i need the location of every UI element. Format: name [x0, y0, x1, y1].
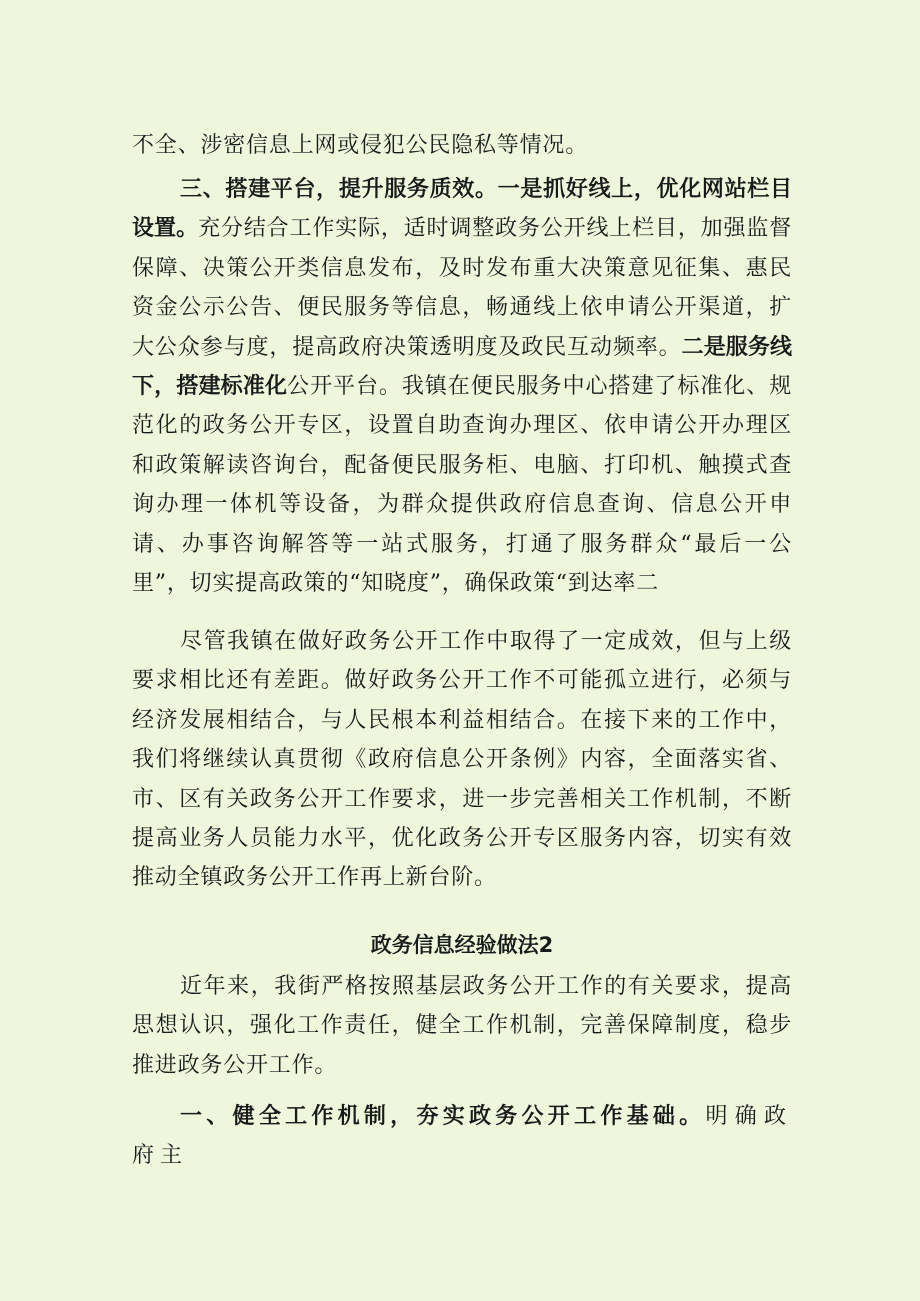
- paragraph-text: 不全、涉密信息上网或侵犯公民隐私等情况。: [132, 133, 589, 158]
- paragraph-text: 近年来，我街严格按照基层政务公开工作的有关要求，提高思想认识，强化工作责任，健全工作机制，完善保障制度，稳步推进政务公开工作。: [132, 974, 792, 1078]
- section-heading-bold: 三、搭建平台，提升服务质效。一是抓好线上，优化网站栏目设置。: [132, 177, 792, 242]
- paragraph-text: 充分结合工作实际，适时调整政务公开线上栏目，加强监督保障、决策公开类信息发布，及时发布重大决策意见征集、惠民资金公示公告、便民服务等信息，畅通线上依申请公开渠道，扩大公众参与度，提高政府决策透明度及政民互动频率。: [132, 216, 792, 360]
- section-heading-bold: 一、健全工作机制，夯实政务公开工作基础。: [180, 1104, 706, 1129]
- paragraph-section-three: [132, 170, 792, 603]
- paragraph-intro: [132, 967, 792, 1085]
- section-title: 政务信息经验做法2: [370, 933, 554, 957]
- paragraph-text: 公开平台。我镇在便民服务中心搭建了标准化、规范化的政务公开专区，设置自助查询办理区、依申请公开办理区和政策解读咨询台，配备便民服务柜、电脑、打印机、触摸式查询办理一体机等设备，为群众提供政府信息查询、信息公开申请、办事咨询解答等一站式服务，打通了服务群众“最后一公里”，切实提高政策的“知晓度”，确保政策“到达率二: [132, 374, 792, 597]
- paragraph-summary: [132, 622, 792, 898]
- inline-bold-phrase: 二是服务线下，搭建标准化: [132, 334, 792, 400]
- paragraph-text: 尽管我镇在做好政务公开工作中取得了一定成效，但与上级要求相比还有差距。做好政务公开工作不可能孤立进行，必须与经济发展相结合，与人民根本利益相结合。在接下来的工作中，我们将继续认真贯彻《政府信息公开条例》内容，全面落实省、市、区有关政务公开工作要求，进一步完善相关工作机制，不断提高业务人员能力水平，优化政务公开专区服务内容，切实有效推动全镇政务公开工作再上新台阶。: [132, 629, 792, 891]
- paragraph-section-one: [132, 1097, 792, 1176]
- paragraph-text: 明确政府主: [132, 1104, 792, 1169]
- paragraph-continuation: [132, 126, 792, 165]
